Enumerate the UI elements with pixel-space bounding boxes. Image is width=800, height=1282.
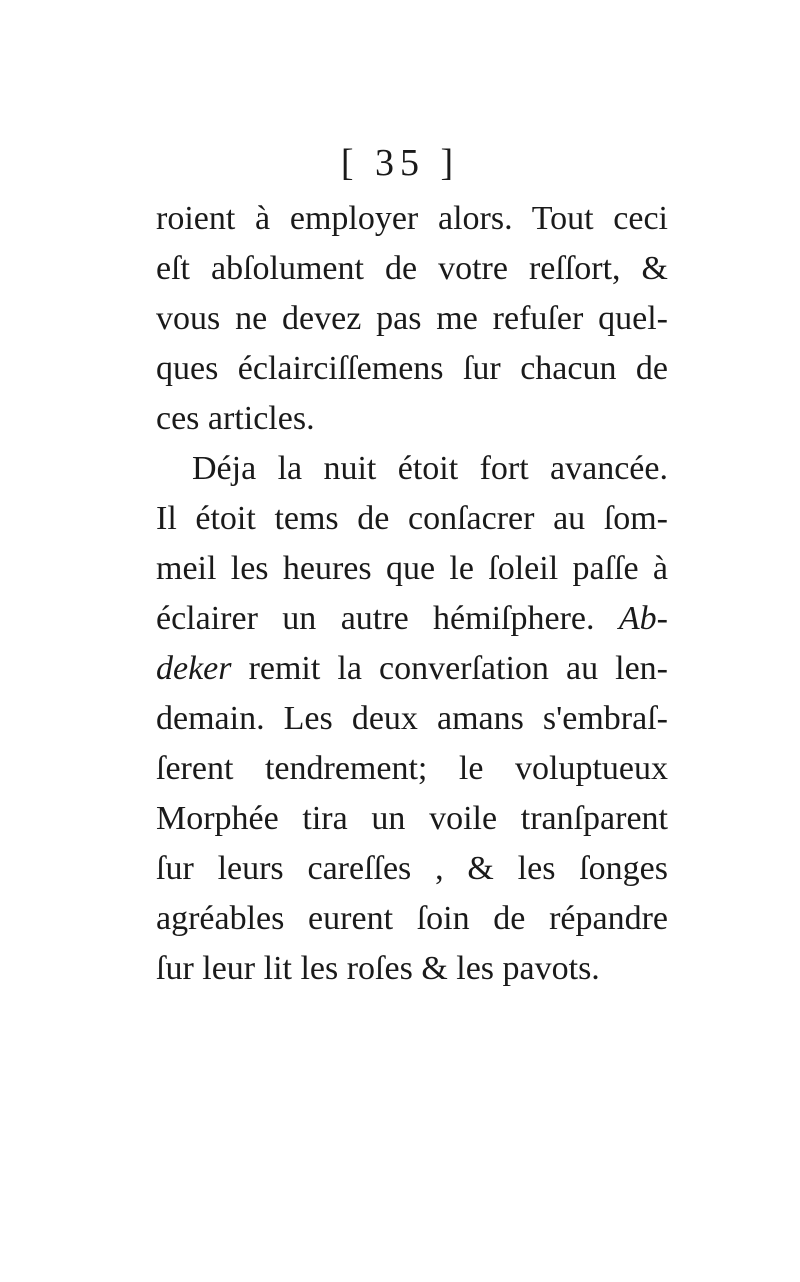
- text-line: Morphée tira un voile tranſparent: [156, 800, 668, 837]
- text-segment: remit la converſation au len-: [231, 650, 668, 687]
- text-line: ſur leur lit les roſes & les pavots.: [156, 950, 600, 987]
- text-line: Il étoit tems de conſacrer au ſom-: [156, 500, 668, 537]
- text-line: roient à employer alors. Tout ceci: [156, 200, 668, 237]
- text-line: [156, 594, 668, 644]
- text-line: agréables eurent ſoin de répandre: [156, 900, 668, 937]
- text-line: meil les heures que le ſoleil paſſe à: [156, 550, 668, 587]
- italic-name: Ab-: [618, 600, 668, 637]
- text-line: ces articles.: [156, 400, 315, 437]
- body-text: [156, 194, 668, 994]
- text-line: vous ne devez pas me refuſer quel-: [156, 300, 668, 337]
- text-segment: éclairer un autre hémiſphere.: [156, 600, 595, 637]
- text-line: ſerent tendrement; le voluptueux: [156, 750, 668, 787]
- text-line: [156, 644, 668, 694]
- text-line: eſt abſolument de votre reſſort, &: [156, 250, 668, 287]
- italic-name: deker: [156, 650, 232, 687]
- text-line: Déja la nuit étoit fort avancée.: [192, 450, 668, 487]
- page-number: [ 35 ]: [340, 142, 460, 184]
- text-line: ſur leurs careſſes , & les ſonges: [156, 850, 668, 887]
- text-line: demain. Les deux amans s'embraſ-: [156, 700, 668, 737]
- text-line: ques éclairciſſemens ſur chacun de: [156, 350, 668, 387]
